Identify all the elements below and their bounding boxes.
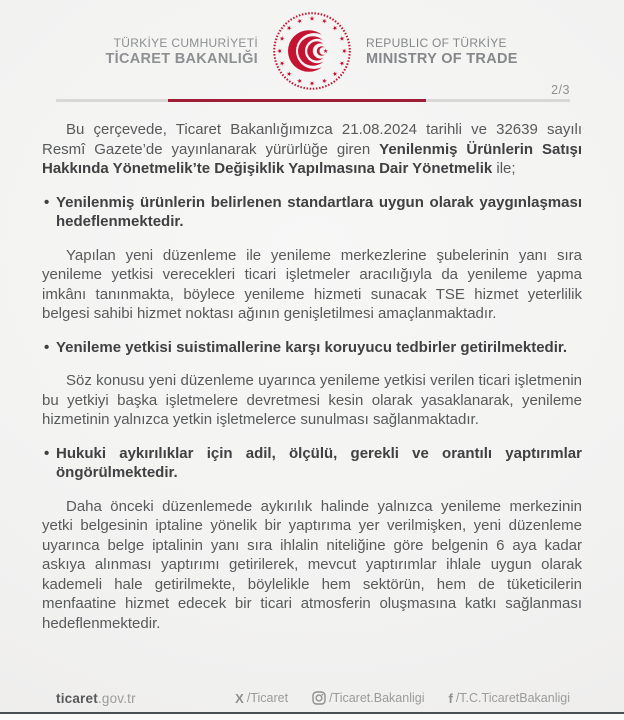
x-handle: /Ticaret — [246, 691, 289, 705]
bullet-point-2 — [42, 338, 582, 358]
social-links — [235, 691, 570, 705]
website-domain-part: .gov.tr — [97, 690, 136, 706]
bullet-3-text: Hukuki aykırılıklar için adil, ölçülü, gerekli ve orantılı yaptırımlar öngörülmektedir. — [56, 444, 582, 481]
bullet-point-1 — [42, 193, 582, 232]
paragraph-1 — [42, 120, 582, 179]
header-turkish-line2: TİCARET BAKANLIĞI — [105, 50, 258, 67]
bullet-2-text: Yenileme yetkisi suistimallerine karşı koruyucu tedbirler getirilmektedir. — [56, 338, 568, 356]
website-link[interactable] — [56, 691, 136, 706]
header-turkish-line1: TÜRKİYE CUMHURİYETİ — [113, 35, 258, 50]
x-social-link[interactable] — [235, 691, 288, 705]
ministry-of-trade-logo-icon — [272, 11, 352, 91]
bullet-marker: • — [44, 338, 50, 356]
instagram-social-link[interactable] — [312, 691, 424, 705]
bullet-point-3 — [42, 444, 582, 483]
header — [0, 0, 624, 96]
instagram-icon — [312, 691, 326, 705]
page-indicator: 2/3 — [551, 83, 570, 97]
paragraph-1-text: Bu çerçevede, Ticaret Bakanlığımızca 21.08.2024 tarihli ve 32639 sayılı Resmî Gazete’de yayınlanarak yürürlüğe giren — [42, 121, 582, 158]
facebook-icon: f — [448, 690, 453, 706]
facebook-handle: /T.C.TicaretBakanligi — [455, 691, 570, 705]
header-english-line1: REPUBLIC OF TÜRKİYE — [366, 35, 507, 50]
divider-line — [56, 99, 570, 102]
footer — [56, 688, 570, 708]
body-text — [42, 120, 582, 647]
header-english-line2: MINISTRY OF TRADE — [366, 50, 518, 67]
website-bold-part: ticaret — [56, 690, 98, 706]
header-english-title — [366, 35, 558, 68]
paragraph-1-regulation-name: Yenilenmiş Ürünlerin Satışı Hakkında Yönetmelik’te Değişiklik Yapılmasına Dair Yönetmelik — [42, 140, 582, 177]
instagram-handle: /Ticaret.Bakanligi — [329, 691, 425, 705]
bullet-1-text: Yenilenmiş ürünlerin belirlenen standartlara uygun olarak yaygınlaşması hedeflenmektedir. — [56, 193, 582, 230]
facebook-social-link[interactable] — [448, 691, 570, 705]
paragraph-4: Daha önceki düzenlemede aykırılık halinde yalnızca yenileme merkezinin yetki belgesinin iptaline yönelik bir yaptırıma yer verilmişken, yeni düzenleme uyarınca belge iptalinin yanı sıra ihlalin niteliğine göre belgenin 6 aya kadar askıya alınması yaptırımı getirilerek, mevcut yaptırımlar ihlale uygun olarak kademeli hale getirilmekte, böylelikle hem sektörün, hem de tüketicilerin menfaatine hizmet edecek bir ticari atmosferin oluşmasına katkı sağlanması hedeflenmektedir. — [42, 497, 582, 632]
paragraph-3: Söz konusu yeni düzenleme uyarınca yenileme yetkisi verilen ticari işletmenin bu yetkiyi başka işletmelere devretmesi kesin olarak yasaklanarak, yenileme hizmetinin yalnızca yetkin işletmelerce sunulması sağlanmaktadır. — [42, 372, 582, 428]
x-icon: X — [235, 690, 244, 706]
bottom-strip — [0, 714, 624, 720]
bullet-marker: • — [44, 193, 50, 211]
header-turkish-title — [66, 35, 258, 68]
paragraph-2: Yapılan yeni düzenleme ile yenileme merkezlerine şubelerinin yanı sıra yenileme yetkisi verecekleri ticari işletmeler aracılığıyla da yenileme yapma imkânı tanınmakta, böylece yenileme hizmeti sunacak TSE hizmet yeterlilik belgesi sahibi hizmet noktası ağının genişletilmesi amaçlanmaktadır. — [42, 246, 582, 322]
bullet-marker: • — [44, 444, 50, 462]
paragraph-1-ending: ile; — [492, 160, 516, 177]
